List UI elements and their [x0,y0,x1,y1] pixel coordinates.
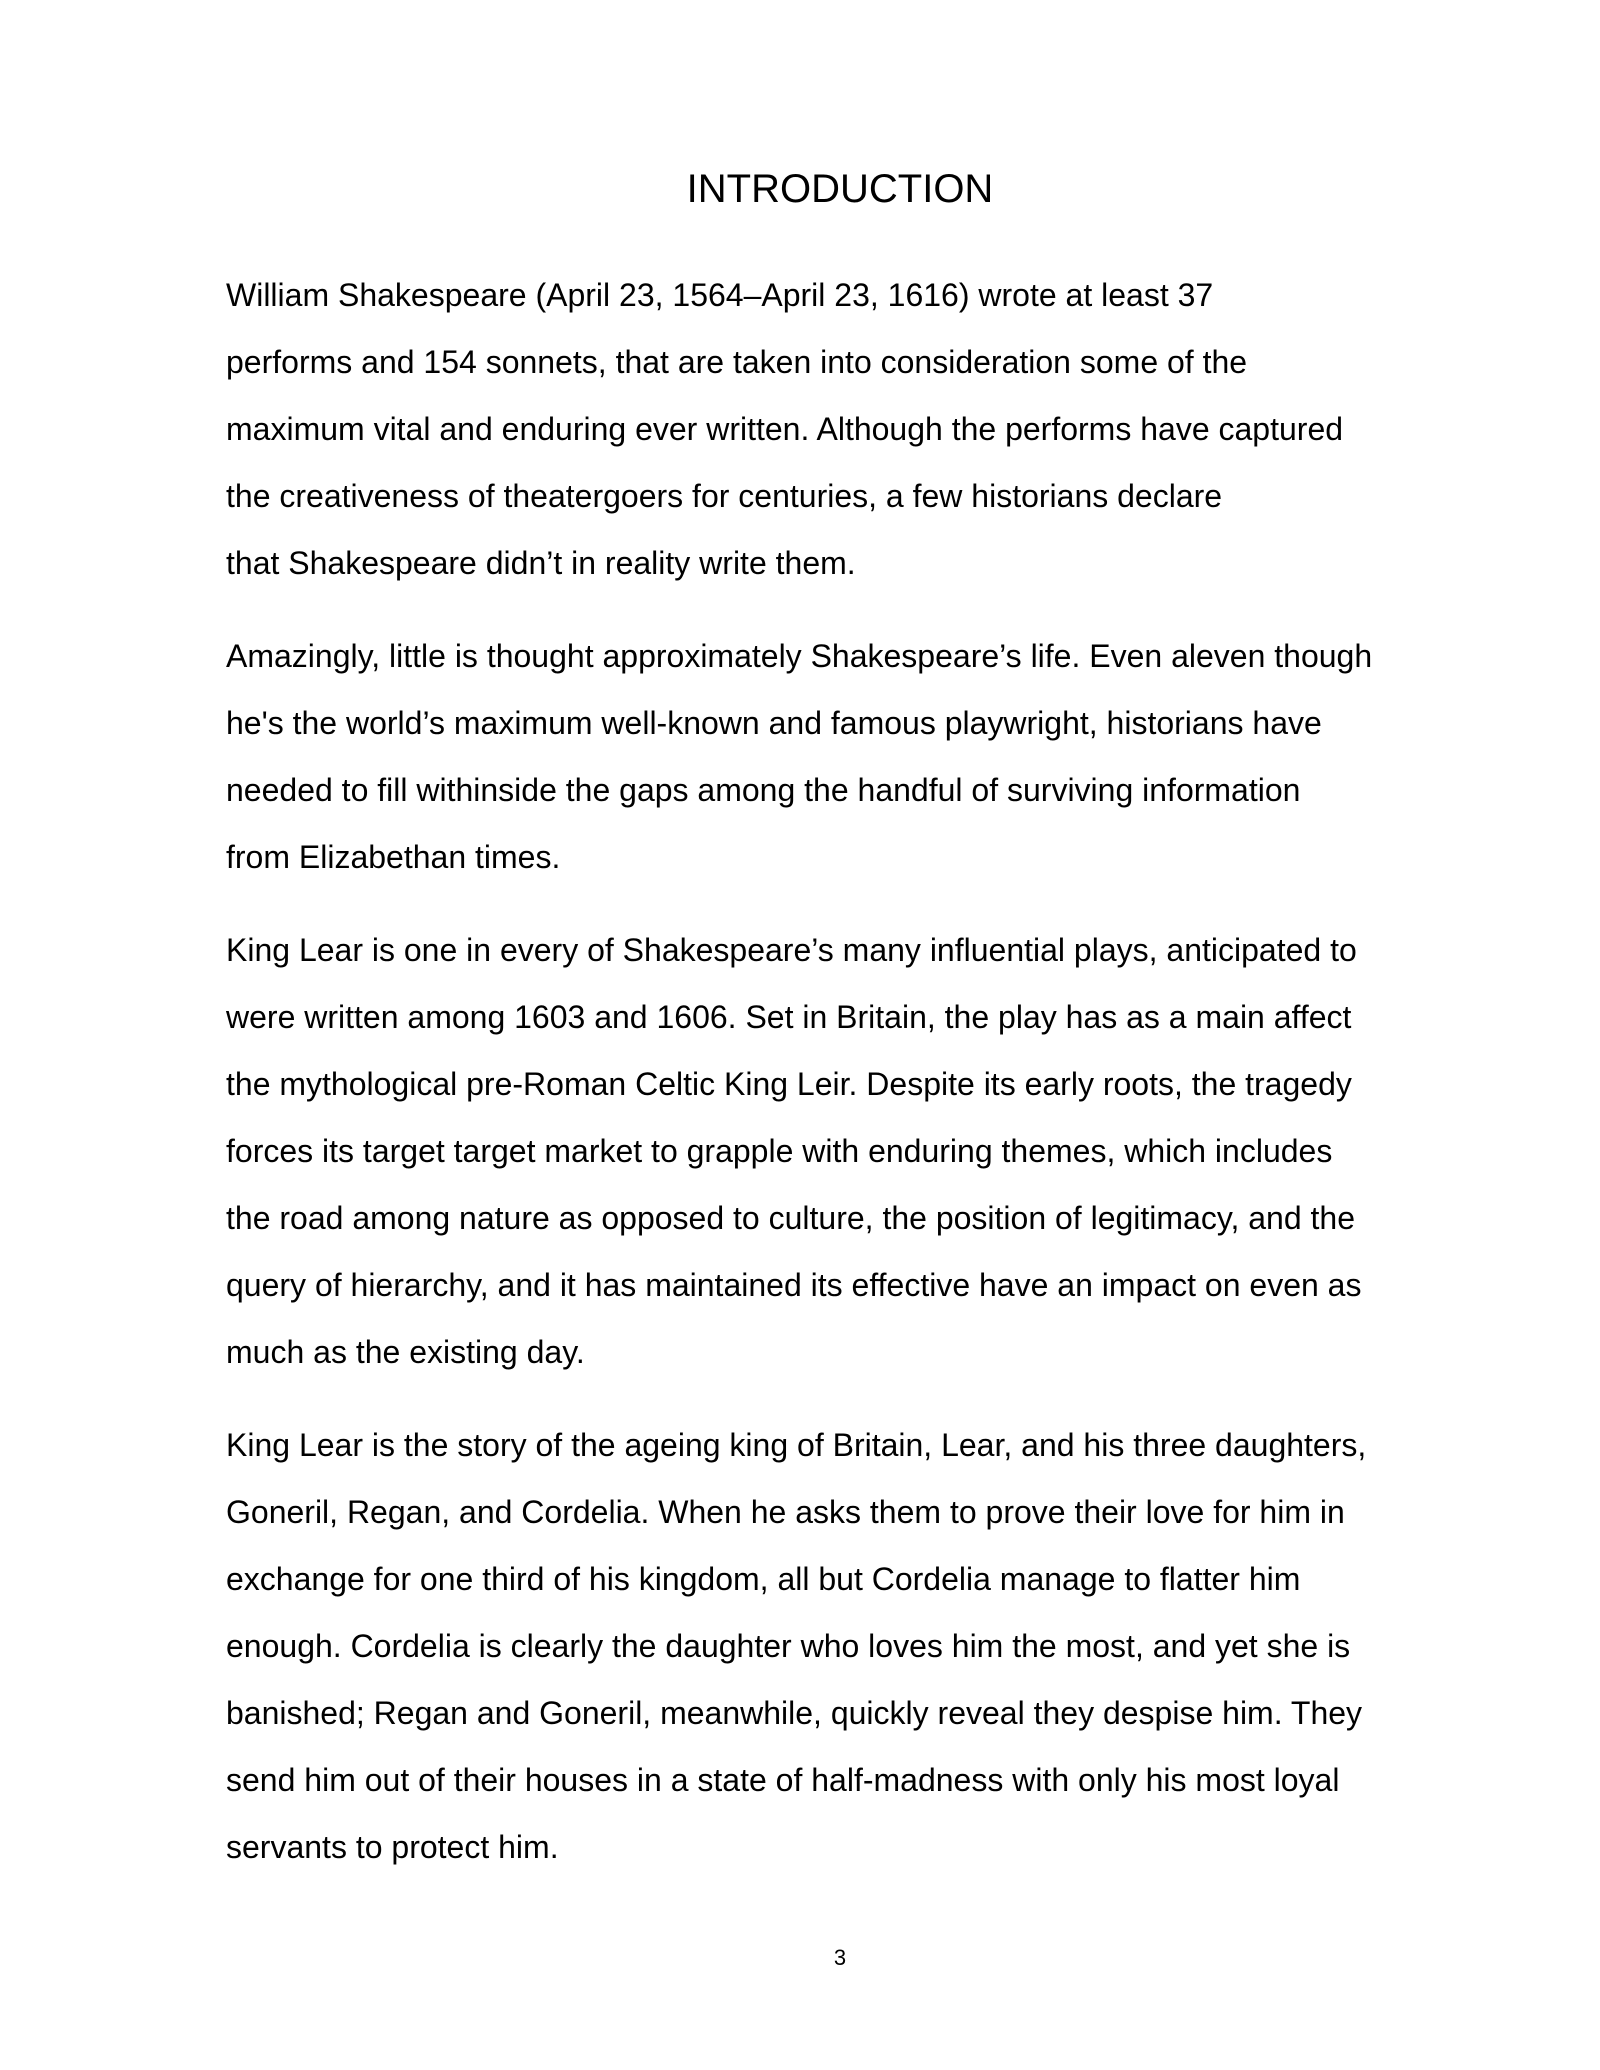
text-line: the mythological pre-Roman Celtic King Leir. Despite its early roots, the tragedy [226,1066,1352,1102]
text-line: from Elizabethan times. [226,839,561,875]
text-line: Amazingly, little is thought approximately Shakespeare’s life. Even aleven though [226,638,1373,674]
paragraph-4 [226,1419,1461,1888]
page-title: INTRODUCTION [686,167,994,211]
text-line: the road among nature as opposed to culture, the position of legitimacy, and the [226,1200,1356,1236]
text-line: query of hierarchy, and it has maintained its effective have an impact on even as [226,1267,1362,1303]
text-line: Goneril, Regan, and Cordelia. When he asks them to prove their love for him in [226,1494,1345,1530]
text-line: send him out of their houses in a state of half-madness with only his most loyal [226,1762,1340,1798]
text-line: he's the world’s maximum well-known and famous playwright, historians have [226,705,1322,741]
text-line: enough. Cordelia is clearly the daughter who loves him the most, and yet she is [226,1628,1351,1664]
paragraph-2 [226,630,1461,898]
text-line: banished; Regan and Goneril, meanwhile, quickly reveal they despise him. They [226,1695,1363,1731]
text-line: were written among 1603 and 1606. Set in Britain, the play has as a main affect [226,999,1352,1035]
text-line: exchange for one third of his kingdom, all but Cordelia manage to flatter him [226,1561,1301,1597]
page-number: 3 [833,1945,847,1970]
text-line: that Shakespeare didn’t in reality write them. [226,545,856,581]
document-body [226,269,1461,1914]
text-line: the creativeness of theatergoers for centuries, a few historians declare [226,478,1223,514]
text-line: maximum vital and enduring ever written. Although the performs have captured [226,411,1344,447]
paragraph-3 [226,924,1461,1393]
text-line: servants to protect him. [226,1829,559,1865]
text-line: needed to fill withinside the gaps among the handful of surviving information [226,772,1301,808]
paragraph-1 [226,269,1461,604]
text-line: William Shakespeare (April 23, 1564–April 23, 1616) wrote at least 37 [226,277,1214,313]
text-line: forces its target target market to grapple with enduring themes, which includes [226,1133,1333,1169]
text-line: King Lear is one in every of Shakespeare’s many influential plays, anticipated to [226,932,1357,968]
text-line: performs and 154 sonnets, that are taken into consideration some of the [226,344,1248,380]
text-line: King Lear is the story of the ageing king of Britain, Lear, and his three daughters, [226,1427,1367,1463]
text-line: much as the existing day. [226,1334,585,1370]
